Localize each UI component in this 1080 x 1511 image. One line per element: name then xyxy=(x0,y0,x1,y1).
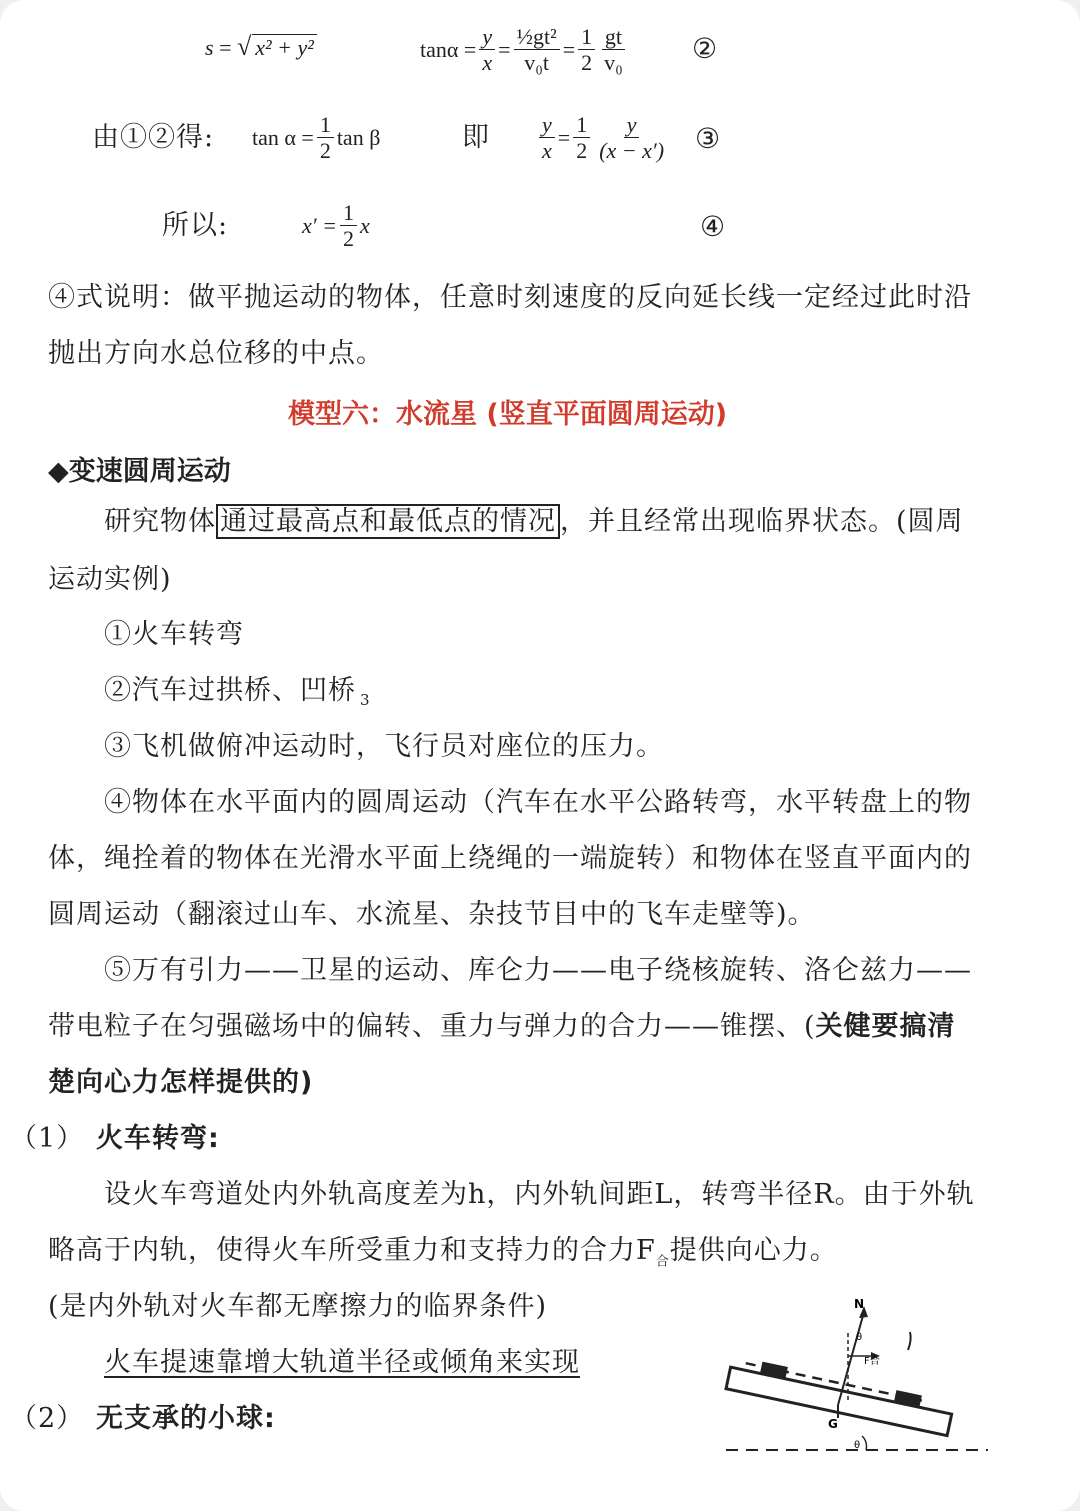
boxed-highlight: 通过最高点和最低点的情况 xyxy=(216,504,560,539)
diagram-label-n: N xyxy=(854,1297,865,1311)
model-title: 模型六：水流星 (竖直平面圆周运动) xyxy=(288,399,728,430)
subsection-title: 无支承的小球: xyxy=(96,1403,276,1434)
list-item-continuation: 圆周运动（翻滚过山车、水流星、杂技节目中的飞车走壁等)。 xyxy=(48,899,816,930)
research-line-2: 运动实例) xyxy=(48,564,172,595)
formula-ratio: $\frac{y}{x}$ = $\frac{1}{2}$ $\frac{y}{(x - x')}$ xyxy=(536,112,670,164)
list-item-continuation: 带电粒子在匀强磁场中的偏转、重力与弹力的合力——锥摆、(关健要搞清 xyxy=(48,1011,956,1042)
therefore-prefix: 所以: xyxy=(162,210,229,241)
list-item-continuation: 体，绳拴着的物体在光滑水平面上绕绳的一端旋转）和物体在竖直平面内的 xyxy=(48,843,972,874)
derivation-ji: 即 xyxy=(462,122,490,153)
train-text-line-2: 略高于内轨，使得火车所受重力和支持力的合力$F_合$提供向心力。 xyxy=(48,1235,838,1270)
equation-marker-2: ② xyxy=(692,32,718,65)
equation-marker-3: ③ xyxy=(695,122,721,155)
list-item-continuation: 楚向心力怎样提供的) xyxy=(48,1067,314,1098)
derivation-prefix: 由①②得: xyxy=(92,122,215,153)
diagram-label-g: G xyxy=(828,1417,838,1431)
diagram-label-f: F合 xyxy=(864,1356,880,1367)
diagram-label-theta-top: θ xyxy=(856,1332,863,1343)
subsection-number: （2） xyxy=(10,1403,85,1434)
list-item: ④物体在水平面内的圆周运动（汽车在水平公路转弯，水平转盘上的物 xyxy=(104,787,972,818)
train-text-line-3: (是内外轨对火车都无摩擦力的临界条件) xyxy=(48,1291,548,1322)
formula-s: s = √ x² + y² xyxy=(205,32,317,62)
formula-tan-half: tan α = $\frac{1}{2}$ tan β xyxy=(252,112,381,164)
list-item: ③飞机做俯冲运动时，飞行员对座位的压力。 xyxy=(104,731,664,762)
equation-marker-4: ④ xyxy=(700,210,726,243)
train-text-line-1: 设火车弯道处内外轨高度差为h，内外轨间距L，转弯半径R。由于外轨 xyxy=(104,1179,975,1210)
list-item: ①火车转弯 xyxy=(104,619,244,650)
diagram-label-theta-bottom: θ xyxy=(854,1440,861,1451)
list-item: ⑤万有引力——卫星的运动、库仑力——电子绕核旋转、洛仑兹力—— xyxy=(104,955,972,986)
list-item: ②汽车过拱桥、凹桥 $_3$ xyxy=(104,675,371,709)
subsection-number: （1） xyxy=(10,1123,85,1154)
train-force-diagram xyxy=(716,1290,996,1460)
formula-tan-alpha: tanα = $\frac{y}{x}$ = $\frac{\text{½gt²}}{\text{v₀t}}$ = $\frac{1}{2}$ $\frac{gt}{\text{v₀}}$ xyxy=(420,24,629,76)
explanation-line-2: 抛出方向水总位移的中点。 xyxy=(48,338,384,369)
subsection-title: 火车转弯: xyxy=(96,1123,220,1154)
explanation-line-1: ④式说明：做平抛运动的物体，任意时刻速度的反向延长线一定经过此时沿 xyxy=(48,282,972,313)
research-line-1: 研究物体 通过最高点和最低点的情况 ，并且经常出现临界状态。(圆周 xyxy=(104,506,964,537)
train-speedup-note: 火车提速靠增大轨道半径或倾角来实现 xyxy=(104,1347,580,1378)
formula-x-prime: x′ = $\frac{1}{2}$ x xyxy=(302,200,370,252)
section-heading: ◆变速圆周运动 xyxy=(48,456,231,487)
